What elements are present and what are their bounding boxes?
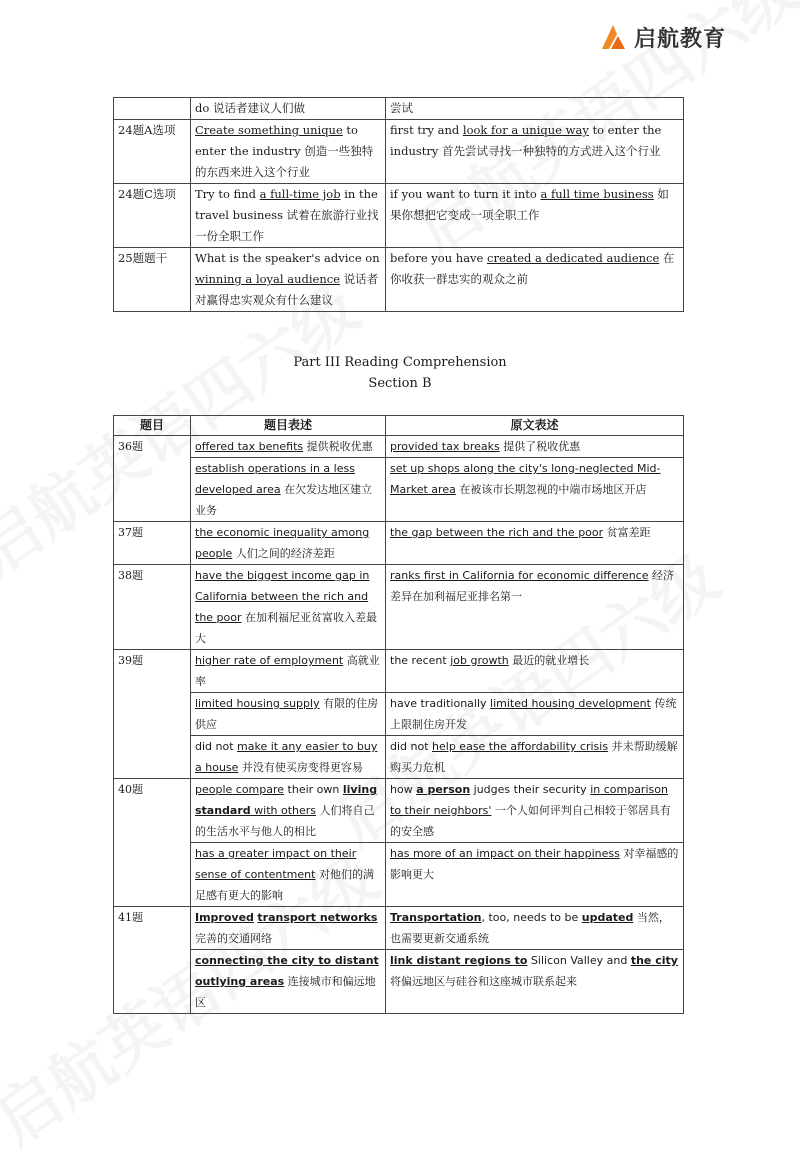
original-text-cell: if you want to turn it into a full time business 如果你想把它变成一项全职工作 [386, 184, 684, 248]
brand-logo [598, 22, 726, 53]
listening-comparison-table [113, 97, 684, 312]
question-expression-cell: Improved transport networks 完善的交通网络 [191, 907, 386, 950]
original-text-cell: ranks first in California for economic difference 经济差异在加利福尼亚排名第一 [386, 565, 684, 650]
question-expression-cell: higher rate of employment 高就业率 [191, 650, 386, 693]
question-expression-cell: have the biggest income gap in California between the rich and the poor 在加利福尼亚贫富收入差最大 [191, 565, 386, 650]
table-row [114, 98, 684, 120]
table-row [114, 458, 684, 522]
table-row [114, 184, 684, 248]
question-expression-cell: establish operations in a less developed area 在欠发达地区建立业务 [191, 458, 386, 522]
table-row [114, 522, 684, 565]
question-cell: 24题A选项 [114, 120, 191, 184]
original-text-cell: set up shops along the city's long-neglected Mid-Market area 在被该市长期忽视的中端市场地区开店 [386, 458, 684, 522]
column-header: 题目 [114, 416, 191, 436]
original-text-cell: the recent job growth 最近的就业增长 [386, 650, 684, 693]
question-cell: 38题 [114, 565, 191, 650]
question-cell: 36题 [114, 436, 191, 522]
question-expression-cell: Try to find a full-time job in the travel business 试着在旅游行业找一份全职工作 [191, 184, 386, 248]
table-row [114, 843, 684, 907]
original-text-cell: before you have created a dedicated audience 在你收获一群忠实的观众之前 [386, 248, 684, 312]
question-expression-cell: offered tax benefits 提供税收优惠 [191, 436, 386, 458]
original-text-cell: has more of an impact on their happiness 对幸福感的影响更大 [386, 843, 684, 907]
table-row [114, 693, 684, 736]
original-text-cell: Transportation, too, needs to be updated 当然，也需要更新交通系统 [386, 907, 684, 950]
question-expression-cell: What is the speaker's advice on winning a loyal audience 说话者对赢得忠实观众有什么建议 [191, 248, 386, 312]
original-text-cell: did not help ease the affordability crisis 并未帮助缓解购买力危机 [386, 736, 684, 779]
question-cell: 37题 [114, 522, 191, 565]
question-expression-cell: has a greater impact on their sense of contentment 对他们的满足感有更大的影响 [191, 843, 386, 907]
column-header: 原文表述 [386, 416, 684, 436]
table-row [114, 650, 684, 693]
original-text-cell: first try and look for a unique way to enter the industry 首先尝试寻找一种独特的方式进入这个行业 [386, 120, 684, 184]
question-expression-cell: the economic inequality among people 人们之间的经济差距 [191, 522, 386, 565]
original-text-cell: provided tax breaks 提供了税收优惠 [386, 436, 684, 458]
brand-name: 启航教育 [634, 27, 727, 52]
question-expression-cell: limited housing supply 有限的住房供应 [191, 693, 386, 736]
question-cell: 39题 [114, 650, 191, 779]
column-header: 题目表述 [191, 416, 386, 436]
reading-comparison-table [113, 415, 684, 1014]
question-expression-cell: Create something unique to enter the industry 创造一些独特的东西来进入这个行业 [191, 120, 386, 184]
section-subtitle: Section B [368, 376, 432, 391]
question-cell: 24题C选项 [114, 184, 191, 248]
question-cell: 40题 [114, 779, 191, 907]
question-expression-cell: do 说话者建议人们做 [191, 98, 386, 120]
section-title: Part III Reading Comprehension [293, 355, 507, 370]
original-text-cell: 尝试 [386, 98, 684, 120]
question-cell [114, 98, 191, 120]
question-expression-cell: connecting the city to distant outlying areas 连接城市和偏远地区 [191, 950, 386, 1014]
table-row [114, 950, 684, 1014]
original-text-cell: have traditionally limited housing development 传统上限制住房开发 [386, 693, 684, 736]
table-header-row [114, 416, 684, 436]
table-row [114, 779, 684, 843]
table-row [114, 565, 684, 650]
table-row [114, 907, 684, 950]
question-cell: 41题 [114, 907, 191, 1014]
table-row [114, 248, 684, 312]
original-text-cell: how a person judges their security in comparison to their neighbors' 一个人如何评判自己相较于邻居具有的安全感 [386, 779, 684, 843]
table-row [114, 436, 684, 458]
logo-mark-icon [598, 23, 628, 53]
original-text-cell: the gap between the rich and the poor 贫富差距 [386, 522, 684, 565]
question-cell: 25题题干 [114, 248, 191, 312]
table-row [114, 736, 684, 779]
original-text-cell: link distant regions to Silicon Valley and the city 将偏远地区与硅谷和这座城市联系起来 [386, 950, 684, 1014]
question-expression-cell: people compare their own living standard with others 人们将自己的生活水平与他人的相比 [191, 779, 386, 843]
table-row [114, 120, 684, 184]
question-expression-cell: did not make it any easier to buy a house 并没有使买房变得更容易 [191, 736, 386, 779]
